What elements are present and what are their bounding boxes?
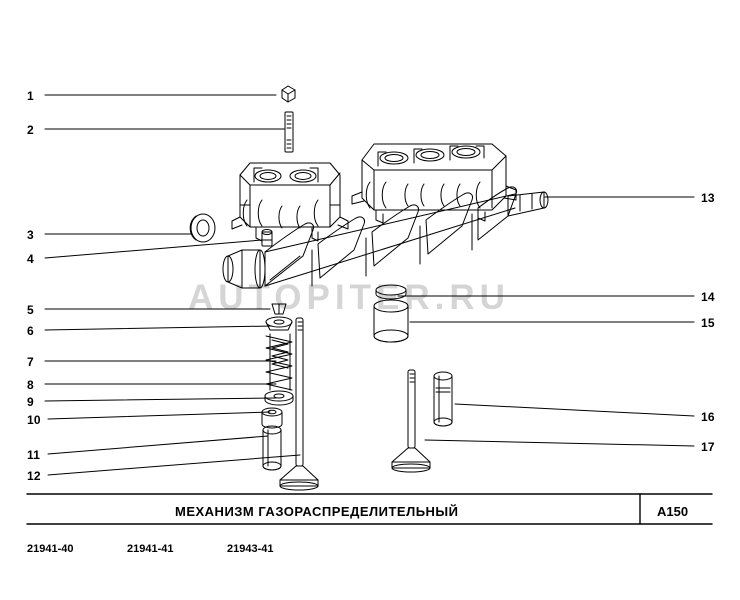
part-camshaft-housing-large xyxy=(352,144,516,223)
part-valve-springs-7-8 xyxy=(266,334,292,390)
watermark-autopiter: AUTOPITER.RU xyxy=(188,278,510,317)
callout-number-6: 6 xyxy=(27,324,34,338)
callout-number-14: 14 xyxy=(701,290,715,304)
part-collets-5 xyxy=(272,304,286,314)
callout-number-2: 2 xyxy=(27,123,34,137)
part-shim-14 xyxy=(376,285,406,299)
leader-line-9 xyxy=(45,398,276,401)
part-valve-guide-16 xyxy=(434,372,452,426)
part-tappet-15 xyxy=(374,300,408,342)
part-valve-guide-11 xyxy=(263,426,281,470)
part-number-0: 21941-40 xyxy=(27,543,74,555)
callout-number-8: 8 xyxy=(27,378,34,392)
part-oil-seal-3 xyxy=(190,214,215,242)
callout-number-13: 13 xyxy=(701,191,715,205)
callout-number-7: 7 xyxy=(27,355,34,369)
part-camshaft-housing-small xyxy=(232,163,348,241)
part-valve-stem-seal-10 xyxy=(262,408,282,428)
leader-line-6 xyxy=(45,326,272,330)
callout-number-9: 9 xyxy=(27,395,34,409)
callout-number-10: 10 xyxy=(27,413,41,427)
part-nut-1 xyxy=(282,86,295,102)
callout-number-17: 17 xyxy=(701,440,715,454)
leader-line-10 xyxy=(48,412,270,419)
callout-number-11: 11 xyxy=(27,448,41,462)
leader-line-16 xyxy=(455,404,694,416)
callout-number-12: 12 xyxy=(27,469,41,483)
part-number-1: 21941-41 xyxy=(127,543,174,555)
callout-number-1: 1 xyxy=(27,89,34,103)
callout-number-4: 4 xyxy=(27,252,34,266)
callout-number-3: 3 xyxy=(27,228,34,242)
callout-number-5: 5 xyxy=(27,303,34,317)
diagram-code: A150 xyxy=(657,504,689,519)
part-retainer-6 xyxy=(266,317,292,330)
part-number-2: 21943-41 xyxy=(227,543,274,555)
callout-number-16: 16 xyxy=(701,410,715,424)
leader-line-12 xyxy=(48,455,300,475)
leader-line-11 xyxy=(48,436,268,454)
diagram-title: МЕХАНИЗМ ГАЗОРАСПРЕДЕЛИТЕЛЬНЫЙ xyxy=(175,504,459,519)
leader-line-17 xyxy=(425,440,694,446)
part-stud-2 xyxy=(285,112,293,152)
callout-number-15: 15 xyxy=(701,316,715,330)
part-valve-17 xyxy=(392,370,430,472)
part-plug-4 xyxy=(262,230,272,247)
